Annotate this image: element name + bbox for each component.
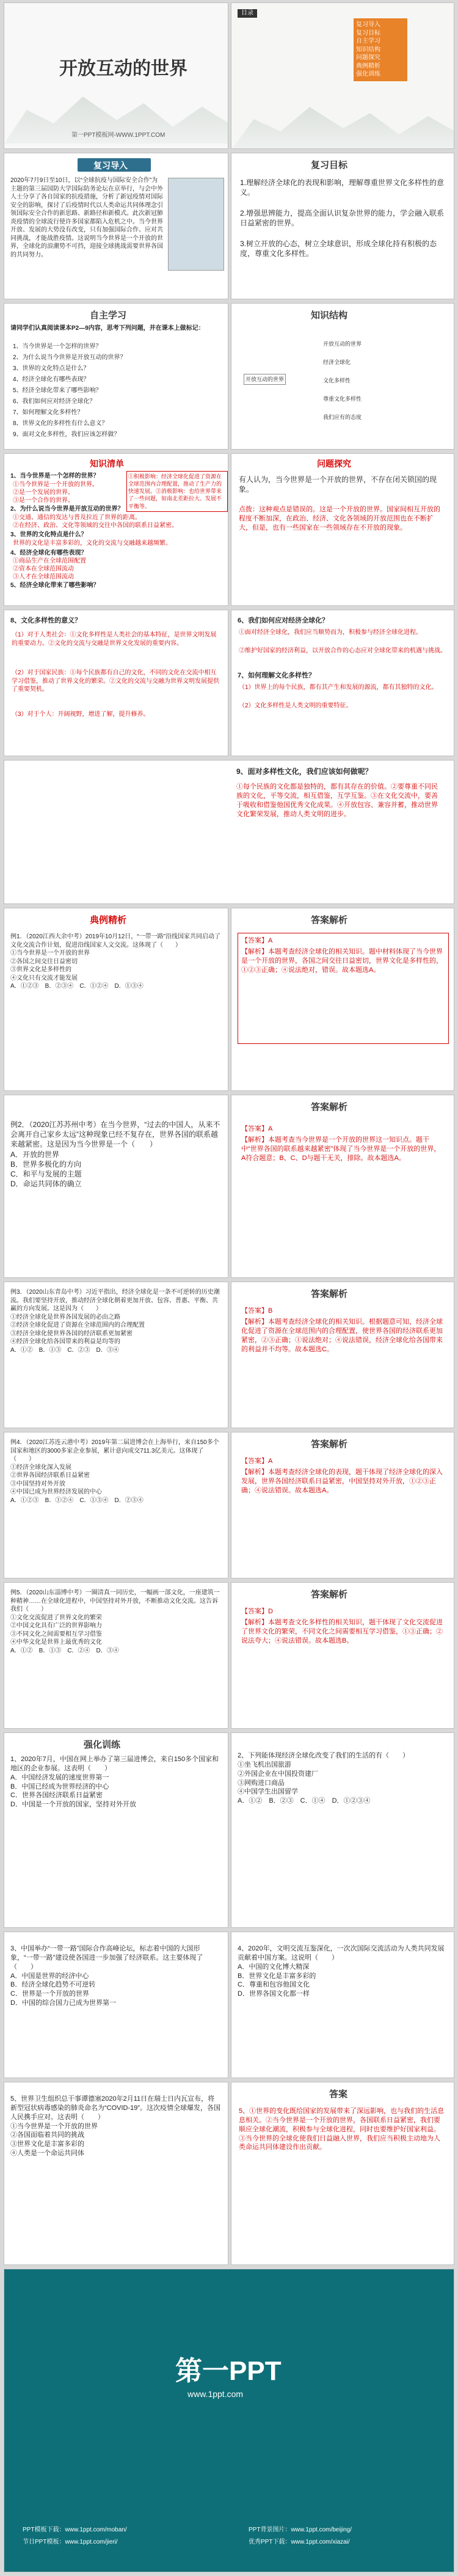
intro-text: 请同学们认真阅读课本P2—9内容，思考下列问题，并在课本上做标记： bbox=[10, 325, 205, 332]
example-question: 例5．（2020山东淄博中考）一圈清真一同历史，一幅画一部文化，一座建筑一种精神……在全球化进程中，中国坚持对外开放，不断推动文化交流。这告诉我们（ ） ①文化交流促进了世界文化的繁荣 ②中国文化具有广泛的世界影响力 ③不同文化之间需要相互学习借鉴 ④中华文化是世界上最优秀的文化 A．①② B．①③ C．②④ D．③④ bbox=[10, 1589, 220, 1654]
final-answer-body: 5、①世界的变化既给国家的发展带来了深远影响，也与我们的生活息息相关。②当今世界是一个开放的世界，各国联系日益紧密，我们要顺应全球化潮流，积极参与全球化进程，同时也要维护好国家利益。③当今世界的全球化使我们日益融入世界，我们应当积极主动地为人类命运共同体建设作出贡献。 bbox=[239, 2107, 445, 2151]
explain-text: 【解析】本题考查经济全球化的表现，题干体现了经济全球化的深入发展，世界各国经济联系日益紧密，中国坚持对外开放，①②③正确；④说法错误。故本题选A。 bbox=[241, 1469, 443, 1494]
mindmap-root: 开放互动的世界 bbox=[244, 374, 286, 385]
list-item: 3、世界的文化特点是什么？ bbox=[10, 531, 87, 538]
slide-heading: 知识清单 bbox=[90, 459, 124, 469]
question-item: 1、当今世界是一个怎样的世界？ bbox=[13, 343, 102, 350]
slide-heading: 答案解析 bbox=[311, 1589, 348, 1600]
slide-practice-5 bbox=[4, 2082, 228, 2265]
list-item: 4、经济全球化有哪些表现？ bbox=[10, 550, 87, 556]
example-question: 例3．（2020山东青岛中考）习近平指出，经济全球化是一条不可逆转的历史潮流。我们要坚持开放，推动经济全球化朝着更加开放、包容、普惠、平衡、共赢的方向发展。这是因为（ ） ①经济全球化是世界各国发展的必由之路 ②经济全球化促进了资源在全球范围内的合理配置 ③经济全球化使世界各国的经济联系更加紧密 ④经济全球化给各国带来的利益是均等的 A．①② B．①③ C．②③ D．③④ bbox=[10, 1289, 220, 1354]
list-item: 世界的文化是丰富多彩的，文化的交流与交融越来越频繁。 bbox=[13, 540, 172, 547]
footer-link[interactable]: PPT模板下载：www.1ppt.com/moban/ bbox=[23, 2527, 127, 2533]
explain-text: 【解析】本题考查经济全球化的相关知识。根据题意可知，经济全球化促进了资源在全球范围内的合理配置，使世界各国的经济联系更加紧密，②③正确；①说法绝对；④说法错误，经济全球化给各国带来的利益并不均等。故本题选C。 bbox=[241, 1318, 443, 1353]
response-item: ②维护好国家的经济利益，以开放合作的心态应对全球化带来的机遇与挑战。 bbox=[239, 648, 446, 654]
list-item: ③人才在全球范围流动 bbox=[13, 574, 74, 580]
question-item: 7、如何理解文化多样性？ bbox=[13, 409, 84, 416]
toc-item[interactable]: 自主学习 bbox=[356, 38, 380, 45]
list-item: ①交通、通信的发达与普及拉近了世界的距离。 bbox=[13, 514, 141, 521]
inquiry-answer: 点拨：这种观点是错误的。这是一个开放的世界。国家间相互开放的程度不断加深，在政治、经济、文化各领域的开放范围也在不断扩大，但是，也有一些国家在一些领域存在不开放的现象。 bbox=[239, 506, 440, 531]
cover-title: 开放互动的世界 bbox=[59, 58, 187, 79]
list-item: ②资本在全球范围流动 bbox=[13, 566, 74, 572]
response-item: （1）世界上的每个民族，都有其产生和发展的源流，都有其独特的文化。 bbox=[239, 684, 438, 691]
footer-link[interactable]: PPT背景图片：www.1ppt.com/beijing/ bbox=[249, 2527, 352, 2533]
attitude-body: ①每个民族的文化都是独特的，都有其存在的价值。②要尊重不同民族的文化，平等交流，相互借鉴，互学互鉴。③在文化交流中，要善于吸收和借鉴他国优秀文化成果。④开放包容、兼容并蓄，推动世界文化繁荣发展，推动人类文明的进步。 bbox=[236, 783, 438, 818]
slide-heading: 复习导入 bbox=[93, 161, 128, 170]
toc-item[interactable]: 复习导入 bbox=[356, 21, 380, 28]
practice-question: 4、2020年，文明交流互鉴深化，一次次国际交流活动为人类共同发展贡献着中国方案。这说明（ ） A．中国的文化博大精深 B．世界文化是丰富多彩的 C．尊重和包容他国文化 D．世界各国文化都一样 bbox=[238, 1945, 445, 1998]
explain-text: 【解析】本题考查当今世界是一个开放的世界这一知识点。题干中“世界各国的联系越来越紧密”体现了当今世界是一个开放的世界，A符合题意；B、C、D与题干无关，排除。故本题选A。 bbox=[241, 1136, 441, 1162]
meaning-item: （3）对于个人：开阔视野，增进了解，提升修养。 bbox=[12, 711, 150, 718]
slide-knowledge-list bbox=[4, 453, 228, 606]
question-item: 2、为什么说当今世界是开放互动的世界？ bbox=[13, 354, 126, 361]
slide-answer-2 bbox=[231, 1095, 454, 1278]
slide-answer-5 bbox=[231, 1582, 454, 1729]
answer-text: 【答案】B bbox=[241, 1307, 273, 1315]
slide-final-answer bbox=[231, 2082, 454, 2265]
slide-heading: 答案 bbox=[329, 2089, 348, 2100]
question-item: 8、世界文化的多样性有什么意义？ bbox=[13, 420, 108, 427]
answer-text: 【答案】A bbox=[241, 1458, 273, 1465]
slide-knowledge-structure bbox=[231, 303, 454, 450]
question-item: 5、经济全球化带来了哪些影响？ bbox=[13, 387, 102, 394]
slide-heading: 答案解析 bbox=[311, 915, 348, 925]
slide-example-4 bbox=[4, 1432, 228, 1578]
slide-heading: 9、面对多样性文化，我们应该如何做呢？ bbox=[236, 767, 373, 776]
slide-self-study bbox=[4, 303, 228, 450]
footer-url: www.1ppt.com bbox=[187, 2389, 244, 2399]
goal-item: 3.树立开放的心态，树立全球意识，形成全球化持有积极的态度，尊重文化多样性。 bbox=[240, 239, 437, 258]
toc-item[interactable]: 复习目标 bbox=[356, 29, 380, 37]
slide-globalization-response bbox=[231, 610, 454, 756]
slide-heading: 复习目标 bbox=[311, 160, 348, 170]
mindmap-branch: 尊重文化多样性 bbox=[323, 396, 362, 402]
slide-heading: 答案解析 bbox=[311, 1439, 348, 1450]
photo-placeholder bbox=[168, 178, 224, 271]
slide-example-5 bbox=[4, 1582, 228, 1729]
mindmap-branch: 文化多样性 bbox=[323, 378, 351, 384]
practice-question: 5、世界卫生组织总干事谭德塞2020年2月11日在瑞士日内瓦宣布，将新型冠状病毒感染的肺炎命名为“COVID-19”。这次疫情全球爆发，各国人民携手应对。这表明（ ） ①当今世界是一个开放的世界 ②各国面临着共同的挑战 ③世界文化是丰富多彩的 ④人类是一个命运共同体 bbox=[10, 2095, 221, 2158]
list-item: ③是一个合作的世界。 bbox=[13, 497, 74, 504]
practice-question: 3、中国举办“一带一路”国际合作高峰论坛，标志着中国的大国形象，“一带一路”建设使各国进一步加强了经济联系。这主要体现了（ ） A．中国是世界的经济中心 B．经济全球化趋势不可逆转 C．世界是一个开放的世界 D．中国的综合国力已成为世界第一 bbox=[10, 1945, 203, 2007]
list-item: ①积极影响：经济全球化促进了资源在全球范围内合理配置，推动了生产力的快速发展。②消极影响：也给世界带来了一些问题，如南北差距拉大、发展不平衡等。 bbox=[126, 471, 228, 512]
toc-item[interactable]: 强化训练 bbox=[356, 71, 380, 78]
toc-label: 目录 bbox=[238, 9, 257, 18]
example-question: 例1．（2020江西大余中考）2019年10月12日，“一带一路”沿线国家共同启动了文化交流合作计划，促进沿线国家人文交流。这体现了（ ） ①当今世界是一个开放的世界 ②各国之间交往日益密切 ③世界文化是多样性的 ④文化只有交流才能发展 A．①②③ B．②③④ C．①②④ D．①③④ bbox=[10, 933, 220, 990]
response-item: （2）文化多样性是人类文明的重要特征。 bbox=[239, 702, 352, 709]
slide-practice-3 bbox=[4, 1932, 228, 2078]
slide-review-intro bbox=[4, 153, 228, 299]
mindmap-branch: 经济全球化 bbox=[323, 359, 351, 365]
meaning-item: （1）对于人类社会：①文化多样性是人类社会的基本特征，是世界文明发展的重要动力。②文化的交流与交融是世界文化发展的重要内容。 bbox=[12, 632, 217, 647]
list-item: ①当今世界是一个开放的世界。 bbox=[13, 481, 98, 488]
lotus-decoration bbox=[231, 89, 454, 149]
footer-logo: 第一PPT bbox=[175, 2356, 282, 2386]
list-item: ②是一个发展的世界。 bbox=[13, 489, 74, 496]
answer-text: 【答案】A bbox=[241, 937, 273, 944]
slide-heading: 典例精析 bbox=[90, 915, 127, 925]
slide-heading: 答案解析 bbox=[311, 1102, 348, 1112]
slide-example-2 bbox=[4, 1095, 228, 1278]
slide-example-1 bbox=[4, 908, 228, 1091]
inquiry-body: 有人认为，当今世界是一个开放的世界，不存在闭关锁国的现象。 bbox=[239, 475, 437, 494]
slide-answer-3 bbox=[231, 1282, 454, 1428]
list-item: 2、为什么说当今世界是开放互动的世界？ bbox=[10, 506, 124, 513]
response-item: ①面对经济全球化，我们应当顺势而为，积极参与经济全球化进程。 bbox=[239, 629, 422, 636]
slide-heading: 8、文化多样性的意义？ bbox=[10, 617, 82, 624]
slide-practice-4 bbox=[231, 1932, 454, 2078]
goal-item: 2.增强思辨能力，提高全面认识复杂世界的能力，学会融入联系日益紧密的世界。 bbox=[240, 209, 445, 228]
slide-heading: 知识结构 bbox=[311, 310, 348, 321]
cover-site: 第一PPT模板网-WWW.1PPT.COM bbox=[71, 132, 165, 139]
toc-item[interactable]: 知识结构 bbox=[356, 46, 380, 53]
response-item: 7、如何理解文化多样性？ bbox=[238, 672, 316, 679]
slide-practice-1 bbox=[4, 1732, 228, 1928]
toc-item[interactable]: 问题探究 bbox=[356, 54, 380, 61]
footer-link[interactable]: 优秀PPT下载：www.1ppt.com/xiazai/ bbox=[249, 2539, 350, 2545]
footer-link[interactable]: 节日PPT模板：www.1ppt.com/jieri/ bbox=[23, 2539, 118, 2545]
slide-heading: 6、我们如何应对经济全球化？ bbox=[238, 617, 329, 624]
slide-review-goals bbox=[231, 153, 454, 299]
slide-body: 2020年7月9日至10日，以“全球抗疫与国际安全合作”为主题的第三届国防大学国际防务论坛在京举行，与会中外人士分享了各自国家的抗疫措施，分析了新冠疫情对国际安全的影响，探讨了后疫情时代以人类命运共同体理念引领国际安全合作的新思路、新路径和新模式。此次新冠肺炎疫情的全球流行使许多国家都陷入危机之中。当今世界开放、发展的大势没有改变，只有加强国际合作、应对共同挑战，才能战胜疫情。这说明当今世界是一个开放的世界，全球化的浪潮势不可挡，迎接全球挑战需要世界各国的共同努力。 bbox=[10, 177, 163, 258]
list-item: ①商品生产在全球范围配置 bbox=[13, 558, 86, 564]
slide-practice-2 bbox=[231, 1732, 454, 1928]
slide-culture-meaning bbox=[4, 610, 228, 756]
answer-text: 【答案】D bbox=[241, 1608, 273, 1615]
slide-answer-1 bbox=[231, 908, 454, 1091]
list-item: ②在经济、政治、文化等领域的交往中各国的联系日益紧密。 bbox=[13, 522, 178, 529]
toc-list bbox=[354, 18, 407, 81]
question-item: 3、世界的文化特点是什么？ bbox=[13, 365, 90, 372]
meaning-item: （2）对于国家民族：①每个民族都有自己的文化，不同的文化在交流中相互学习借鉴，推动了世界文化的繁荣。②文化的交流与交融为世界文明发展提供了重要契机。 bbox=[12, 670, 219, 693]
slide-cover bbox=[4, 2, 228, 149]
goal-item: 1.理解经济全球化的表现和影响，理解尊重世界文化多样性的意义。 bbox=[240, 178, 445, 197]
practice-question: 1、2020年7月，中国在网上举办了第三届进博会，来自150多个国家和地区的企业参展。这表明（ ） A．中国经济发展的速度世界第一 B．中国已经成为世界经济的中心 C．世界各国经济联系日益紧密 D．中国是一个开放的国家，坚持对外开放 bbox=[10, 1756, 219, 1809]
slide-heading: 问题探究 bbox=[317, 459, 351, 469]
question-item: 9、面对文化多样性，我们应该怎样做？ bbox=[13, 431, 120, 438]
slide-answer-4 bbox=[231, 1432, 454, 1578]
toc-item[interactable]: 典例精析 bbox=[356, 62, 380, 70]
mindmap-branch: 我们应有的态度 bbox=[323, 414, 362, 420]
slide-culture-attitude bbox=[4, 760, 454, 904]
slide-heading: 强化训练 bbox=[84, 1740, 121, 1750]
example-question: 例4．（2020江苏连云港中考）2019年第二届进博会在上海举行，来自150多个国家和地区的3000多家企业参展，累计意向成交711.3亿美元。这体现了（ ） ①经济全球化深入发展 ②世界各国经济联系日益紧密 ③中国坚持对外开放 ④中国已成为世界经济发展的中心 A．①②③ B．①②④ C．①③④ D．②③④ bbox=[10, 1439, 219, 1504]
answer-text: 【答案】A bbox=[241, 1125, 273, 1133]
explain-text: 【解析】本题考查文化多样性的相关知识，题干体现了文化交流促进了世界文化的繁荣，不同文化之间需要相互学习借鉴，①③正确；②说法夸大；④说法错误。故本题选B。 bbox=[241, 1619, 443, 1644]
mindmap-branch: 开放互动的世界 bbox=[323, 341, 362, 347]
question-item: 6、我们如何应对经济全球化？ bbox=[13, 398, 96, 405]
slide-toc bbox=[231, 2, 454, 149]
footer-ad bbox=[4, 2269, 454, 2572]
explain-text: 【解析】本题考查经济全球化的相关知识。题中材料体现了当今世界是一个开放的世界，各国之间交往日益密切，世界文化是多样性的，①②③正确；④说法绝对，错误。故本题选A。 bbox=[241, 948, 443, 974]
example-question: 例2．（2020江苏苏州中考）在当今世界，“过去的中国人，从来不会离开自己家乡太远”这种现象已经不复存在，世界各国的联系越来越紧密。这是因为当今世界是一个（ ） A．开放的世界 B．世界多极化的方向 C．和平与发展的主题 D．命运共同体的确立 bbox=[10, 1120, 220, 1189]
list-item: 1、当今世界是一个怎样的世界？ bbox=[10, 473, 100, 480]
list-item: 5、经济全球化带来了哪些影响？ bbox=[10, 582, 100, 589]
slide-inquiry bbox=[231, 453, 454, 606]
practice-question: 2、下列能体现经济全球化改变了我们的生活的有（ ） ①坐飞机出国旅游 ②外国企业在中国投资建厂 ③网购进口商品 ④中国学生出国留学 A．①② B．②③ C．①④ D．①②③④ bbox=[238, 1752, 410, 1805]
slide-heading: 答案解析 bbox=[311, 1289, 348, 1299]
question-item: 4、经济全球化有哪些表现？ bbox=[13, 376, 90, 383]
slide-example-3 bbox=[4, 1282, 228, 1428]
slide-heading: 自主学习 bbox=[90, 310, 127, 321]
